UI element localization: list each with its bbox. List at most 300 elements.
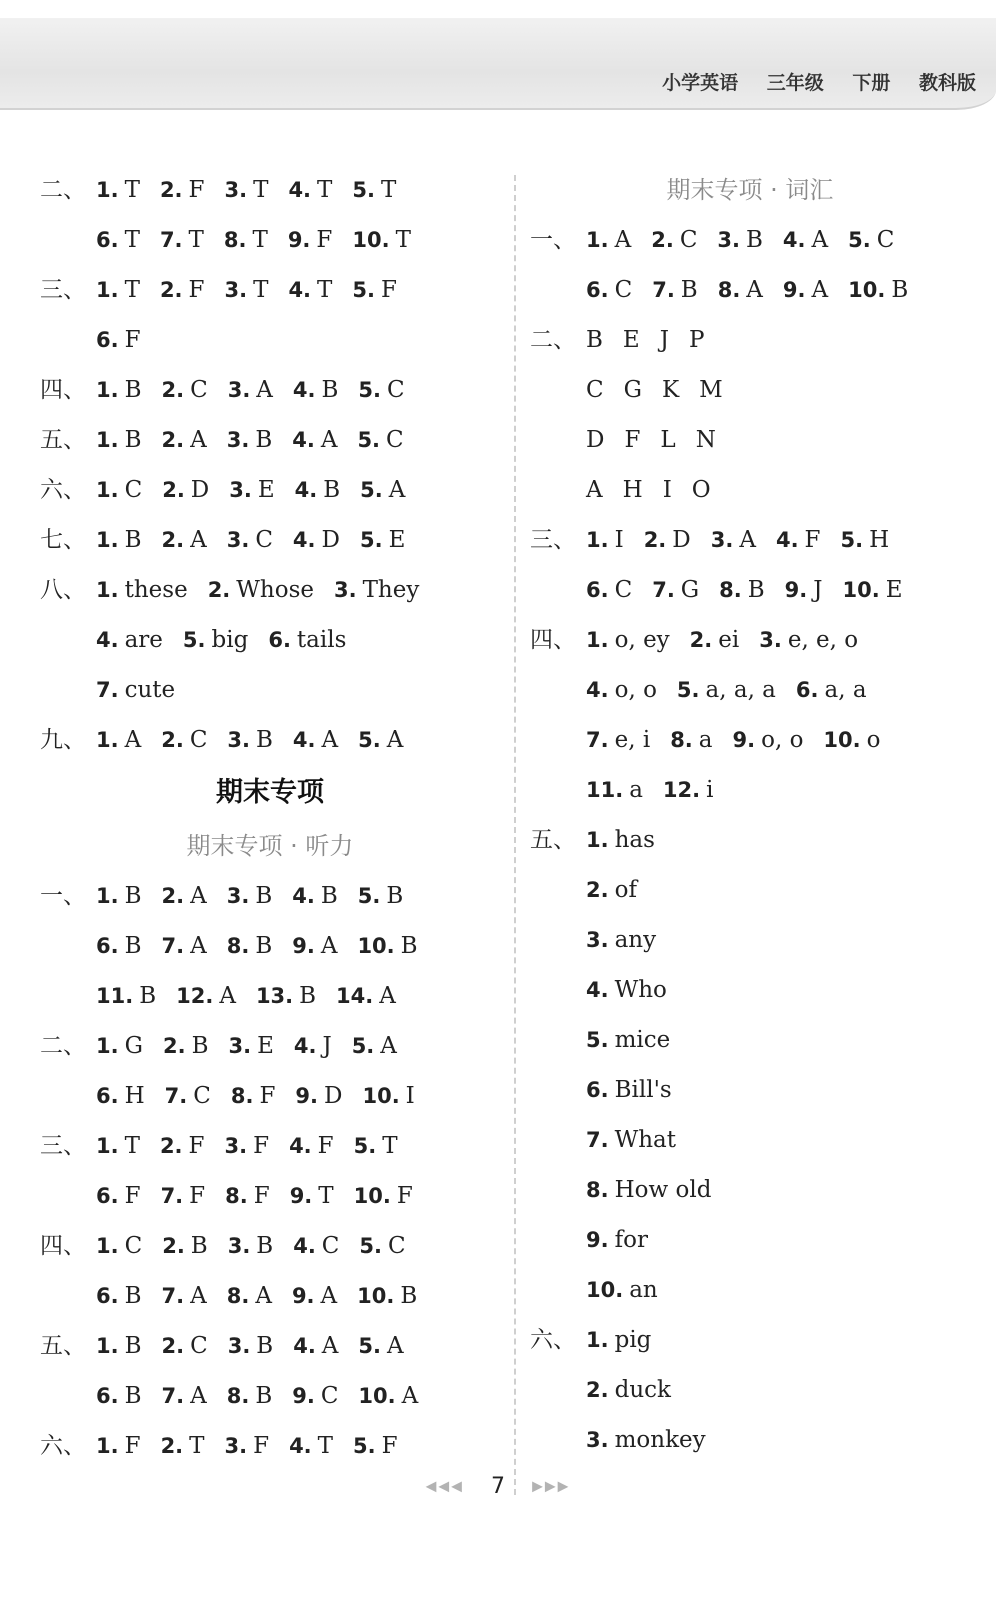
question-number: 4.	[289, 1134, 312, 1158]
question-number: 9.	[289, 1184, 313, 1208]
answer-item	[692, 465, 711, 515]
answer-item	[360, 515, 405, 565]
question-number: 8.	[226, 1384, 250, 1408]
question-number: 5.	[353, 1134, 377, 1158]
next-arrows-icon: ▶▶▶	[532, 1478, 571, 1495]
answer-text: E	[388, 527, 406, 553]
answer-item	[227, 1371, 273, 1421]
section-number: 八、	[40, 577, 86, 603]
answer-item	[228, 365, 273, 415]
question-number: 5.	[353, 1434, 376, 1458]
answer-text: O	[691, 477, 711, 503]
answer-row	[40, 315, 500, 365]
answer-text: duck	[614, 1377, 671, 1403]
question-number: 2.	[162, 478, 185, 502]
answer-text: F	[253, 1133, 270, 1159]
answer-text: J	[813, 577, 823, 603]
answer-row	[530, 665, 970, 715]
answer-text: L	[660, 427, 676, 453]
question-number: 3.	[227, 1334, 251, 1358]
answer-item	[96, 715, 141, 765]
question-number: 4.	[292, 728, 316, 752]
answer-item	[848, 215, 894, 265]
section-number: 五、	[530, 827, 576, 853]
answer-text: T	[189, 1433, 205, 1459]
question-number: 3.	[228, 1034, 252, 1058]
answer-text: B	[299, 983, 317, 1009]
answer-row	[40, 515, 500, 565]
answer-text: B	[746, 227, 763, 253]
question-number: 9.	[295, 1084, 319, 1108]
answer-text: I	[614, 527, 624, 553]
answer-row	[40, 1421, 500, 1471]
answer-text: an	[629, 1277, 658, 1303]
answer-text: J	[322, 1033, 332, 1059]
question-number: 4.	[586, 978, 609, 1002]
question-number: 11.	[96, 984, 134, 1008]
answer-text: A	[219, 983, 236, 1009]
answer-row	[530, 1415, 970, 1465]
answer-row	[530, 515, 970, 565]
question-number: 6.	[586, 278, 609, 302]
answer-item	[288, 215, 333, 265]
answer-item	[96, 465, 142, 515]
answer-item	[293, 715, 338, 765]
answer-item	[162, 871, 207, 921]
answer-text: for	[614, 1227, 648, 1253]
question-number: 10.	[358, 1384, 396, 1408]
question-number: 5.	[358, 728, 381, 752]
answer-text: A	[386, 727, 404, 753]
answer-item	[96, 1421, 141, 1471]
answer-text: C	[320, 1383, 339, 1409]
question-number: 10.	[842, 578, 880, 602]
answer-item	[586, 315, 603, 365]
answer-item	[624, 415, 640, 465]
answer-item	[848, 265, 908, 315]
answer-text: F	[253, 1183, 270, 1209]
answer-item	[160, 165, 205, 215]
answer-text: N	[695, 427, 716, 453]
answer-text: F	[624, 427, 641, 453]
question-number: 7.	[586, 1128, 609, 1152]
question-number: 8.	[226, 1284, 250, 1308]
answer-item	[96, 1071, 145, 1121]
question-number: 1.	[96, 528, 119, 552]
answer-text: B	[255, 427, 273, 453]
question-number: 4.	[293, 1234, 316, 1258]
question-number: 4.	[292, 428, 315, 452]
answer-item	[843, 565, 903, 615]
answer-item	[352, 215, 411, 265]
question-number: 6.	[96, 1384, 119, 1408]
answer-row	[40, 921, 500, 971]
answer-row	[40, 715, 500, 765]
question-number: 1.	[586, 228, 609, 252]
answer-text: A	[387, 1333, 404, 1359]
answer-text: C	[586, 377, 604, 403]
question-number: 5.	[586, 1028, 609, 1052]
answer-item	[586, 1015, 670, 1065]
answer-text: P	[688, 327, 705, 353]
answer-text: ei	[718, 627, 740, 653]
answer-item	[357, 1271, 417, 1321]
answer-item	[696, 415, 716, 465]
answer-item	[586, 865, 637, 915]
answer-row	[530, 865, 970, 915]
answer-item	[663, 465, 672, 515]
question-number: 2.	[159, 278, 183, 302]
question-number: 11.	[586, 778, 624, 802]
answer-text: A	[190, 933, 207, 959]
question-number: 7.	[652, 578, 675, 602]
question-number: 3.	[224, 278, 248, 302]
answer-text: A	[811, 227, 829, 253]
question-number: 1.	[586, 528, 609, 552]
answer-text: B	[323, 477, 341, 503]
answer-row	[530, 1115, 970, 1165]
answer-item	[776, 515, 821, 565]
answer-item	[96, 315, 141, 365]
answer-item	[96, 1171, 141, 1221]
answer-text: i	[706, 777, 714, 803]
answer-text: A	[256, 377, 273, 403]
answer-row	[40, 1171, 500, 1221]
section-number: 二、	[40, 177, 86, 203]
answer-text: A	[739, 527, 756, 553]
answer-item	[227, 515, 273, 565]
answer-text: T	[124, 227, 140, 253]
answer-item	[759, 615, 858, 665]
answer-item	[161, 1421, 205, 1471]
question-number: 2.	[643, 528, 667, 552]
answer-item	[162, 515, 207, 565]
answer-item	[292, 415, 337, 465]
question-number: 5.	[352, 178, 375, 202]
answer-row	[530, 615, 970, 665]
section-subheading: 期末专项 · 词汇	[666, 176, 834, 204]
answer-row	[40, 1021, 500, 1071]
answer-text: of	[614, 877, 637, 903]
question-number: 1.	[96, 884, 119, 908]
question-number: 8.	[226, 934, 250, 958]
question-number: 2.	[161, 884, 185, 908]
answer-text: D	[190, 477, 210, 503]
question-number: 9.	[287, 228, 311, 252]
answer-text: Who	[614, 977, 667, 1003]
answer-row	[40, 165, 500, 215]
answer-item	[96, 365, 142, 415]
answer-row	[40, 1321, 500, 1371]
question-number: 3.	[586, 1428, 609, 1452]
answer-row	[530, 465, 970, 515]
section-subheading: 期末专项 · 听力	[186, 832, 354, 860]
answer-row	[40, 665, 500, 715]
answer-text: C	[255, 527, 273, 553]
question-number: 6.	[268, 628, 291, 652]
answer-item	[711, 515, 756, 565]
answer-item	[183, 615, 248, 665]
answer-text: B	[139, 983, 157, 1009]
question-number: 8.	[670, 728, 693, 752]
answer-text: A	[388, 477, 406, 503]
question-number: 12.	[176, 984, 214, 1008]
answer-text: C	[387, 377, 405, 403]
question-number: 13.	[255, 984, 294, 1008]
answer-item	[293, 1221, 339, 1271]
question-number: 7.	[652, 278, 675, 302]
question-number: 8.	[225, 1184, 248, 1208]
answer-item	[96, 165, 140, 215]
answer-text: F	[124, 1183, 141, 1209]
answer-text: D	[672, 527, 691, 553]
answer-item	[586, 565, 632, 615]
answer-text: tails	[296, 627, 347, 653]
answer-text: A	[190, 883, 207, 909]
answer-item	[292, 1371, 338, 1421]
section-number: 六、	[40, 1433, 86, 1459]
answer-item	[96, 1371, 142, 1421]
answer-item	[719, 565, 765, 615]
answer-item	[353, 1421, 398, 1471]
answer-row	[530, 1215, 970, 1265]
answer-row	[530, 965, 970, 1015]
answer-item	[662, 365, 679, 415]
answer-item	[225, 1421, 270, 1471]
answer-text: T	[317, 177, 333, 203]
answer-item	[268, 615, 346, 665]
answer-text: A	[190, 1283, 207, 1309]
page-header	[0, 18, 996, 110]
question-number: 2.	[161, 1334, 185, 1358]
question-number: 5.	[358, 378, 382, 402]
section-number: 三、	[40, 277, 86, 303]
answer-item	[160, 1121, 205, 1171]
answer-text: A	[190, 1383, 207, 1409]
answer-text: o, o	[761, 727, 804, 753]
answer-item	[96, 215, 140, 265]
answer-item	[293, 1321, 338, 1371]
prev-arrows-icon: ◀◀◀	[425, 1478, 464, 1495]
question-number: 2.	[160, 1434, 184, 1458]
answer-text: these	[124, 577, 188, 603]
answer-item	[623, 465, 643, 515]
question-number: 2.	[162, 1234, 185, 1258]
answer-item	[358, 1321, 403, 1371]
answer-text: F	[189, 1183, 206, 1209]
answer-text: J	[659, 327, 669, 353]
answer-item	[652, 565, 699, 615]
answer-row	[530, 765, 970, 815]
page-number: 7	[491, 1474, 505, 1499]
answer-item	[292, 1271, 337, 1321]
section-number: 六、	[530, 1327, 576, 1353]
answer-item	[96, 1121, 140, 1171]
answer-text: T	[124, 1133, 140, 1159]
answer-item	[352, 265, 397, 315]
question-number: 4.	[586, 678, 609, 702]
question-number: 10.	[357, 1284, 395, 1308]
question-number: 1.	[96, 478, 119, 502]
section-number: 九、	[40, 727, 86, 753]
answer-text: E	[257, 477, 275, 503]
answer-text: B	[124, 1333, 142, 1359]
answer-text: Whose	[236, 577, 314, 603]
answer-text: A	[746, 277, 763, 303]
answer-text: F	[124, 1433, 141, 1459]
question-number: 5.	[840, 528, 864, 552]
answer-text: o	[866, 727, 881, 753]
answer-item	[292, 871, 338, 921]
answer-item	[165, 1071, 211, 1121]
answer-item	[228, 1021, 273, 1071]
question-number: 6.	[96, 328, 119, 352]
answer-item	[651, 215, 697, 265]
answer-item	[586, 1315, 651, 1365]
answer-item	[96, 615, 163, 665]
answer-text: How old	[614, 1177, 712, 1203]
answer-item	[644, 515, 691, 565]
answer-text: o, o	[614, 677, 657, 703]
answer-item	[293, 365, 339, 415]
question-number: 3.	[224, 1434, 248, 1458]
answer-item	[586, 1265, 658, 1315]
answer-text: C	[190, 377, 208, 403]
answer-item	[586, 215, 631, 265]
answer-text: T	[395, 227, 411, 253]
answer-text: A	[811, 277, 829, 303]
question-number: 1.	[96, 1034, 119, 1058]
answer-item	[624, 365, 642, 415]
answer-item	[652, 265, 698, 315]
question-number: 7.	[160, 1184, 184, 1208]
answer-item	[586, 1365, 671, 1415]
answer-item	[358, 1371, 418, 1421]
answer-row	[530, 1315, 970, 1365]
question-number: 3.	[227, 1234, 251, 1258]
question-number: 3.	[227, 378, 251, 402]
answer-text: B	[256, 1233, 274, 1259]
question-number: 1.	[96, 378, 119, 402]
answer-item	[96, 971, 156, 1021]
answer-text: B	[400, 1283, 418, 1309]
answer-item	[292, 921, 337, 971]
answer-text: K	[661, 377, 680, 403]
answer-item	[162, 1221, 208, 1271]
book-info	[640, 68, 976, 95]
answer-text: H	[124, 1083, 145, 1109]
question-number: 2.	[651, 228, 674, 252]
question-number: 10.	[353, 1184, 391, 1208]
answer-text: B	[320, 883, 338, 909]
answer-text: B	[386, 883, 404, 909]
question-number: 8.	[719, 578, 742, 602]
answer-row	[40, 215, 500, 265]
volume-label: 下册	[852, 72, 891, 94]
question-number: 8.	[586, 1178, 609, 1202]
answer-item	[289, 1421, 333, 1471]
answer-item	[823, 715, 880, 765]
section-number: 三、	[530, 527, 576, 553]
answer-item	[294, 1021, 332, 1071]
answer-item	[289, 1121, 334, 1171]
answer-item	[162, 1321, 208, 1371]
question-number: 1.	[96, 728, 119, 752]
answer-text: A	[320, 427, 338, 453]
grade-label: 三年级	[766, 72, 824, 94]
answer-item	[357, 415, 403, 465]
question-number: 1.	[96, 578, 119, 602]
answer-text: C	[193, 1083, 211, 1109]
answer-text: M	[699, 377, 723, 403]
answer-text: A	[321, 1333, 339, 1359]
answer-text: What	[614, 1127, 677, 1153]
question-number: 6.	[96, 1084, 119, 1108]
answer-item	[699, 365, 723, 415]
answer-row	[530, 815, 970, 865]
question-number: 5.	[359, 1234, 382, 1258]
question-number: 5.	[357, 884, 381, 908]
answer-item	[586, 1065, 672, 1115]
answer-item	[783, 215, 828, 265]
answer-text: A	[614, 227, 632, 253]
question-number: 1.	[96, 1234, 119, 1258]
question-number: 5.	[352, 278, 375, 302]
answer-text: G	[124, 1033, 143, 1059]
section-number: 一、	[530, 227, 576, 253]
answer-item	[228, 1221, 274, 1271]
answer-text: monkey	[614, 1427, 706, 1453]
answer-item	[96, 665, 175, 715]
answer-item	[288, 165, 332, 215]
question-number: 7.	[164, 1084, 188, 1108]
left-answer-column	[40, 165, 500, 1471]
answer-text: H	[869, 527, 890, 553]
answer-item	[96, 1271, 142, 1321]
section-number: 七、	[40, 527, 86, 553]
answer-item	[162, 1371, 207, 1421]
answer-item	[225, 1171, 270, 1221]
question-number: 1.	[96, 278, 119, 302]
answer-text: F	[396, 1183, 413, 1209]
answer-item	[162, 365, 208, 415]
answer-item	[586, 265, 632, 315]
answer-text: C	[876, 227, 895, 253]
answer-text: F	[188, 277, 205, 303]
question-number: 4.	[782, 228, 806, 252]
question-number: 4.	[775, 528, 799, 552]
answer-text: F	[317, 1133, 334, 1159]
section-number: 五、	[40, 427, 86, 453]
answer-item	[231, 1071, 276, 1121]
answer-text: C	[388, 1233, 406, 1259]
answer-item	[176, 971, 236, 1021]
answer-text: B	[400, 933, 418, 959]
answer-text: any	[614, 927, 657, 953]
question-number: 8.	[717, 278, 741, 302]
question-number: 2.	[161, 728, 184, 752]
section-number: 二、	[530, 327, 576, 353]
question-number: 6.	[795, 678, 819, 702]
answer-item	[623, 315, 640, 365]
answer-text: B	[124, 1383, 142, 1409]
answer-row	[530, 215, 970, 265]
question-number: 8.	[230, 1084, 254, 1108]
question-number: 9.	[782, 278, 806, 302]
answer-item	[96, 415, 142, 465]
answer-item	[586, 1165, 711, 1215]
answer-text: They	[362, 577, 420, 603]
